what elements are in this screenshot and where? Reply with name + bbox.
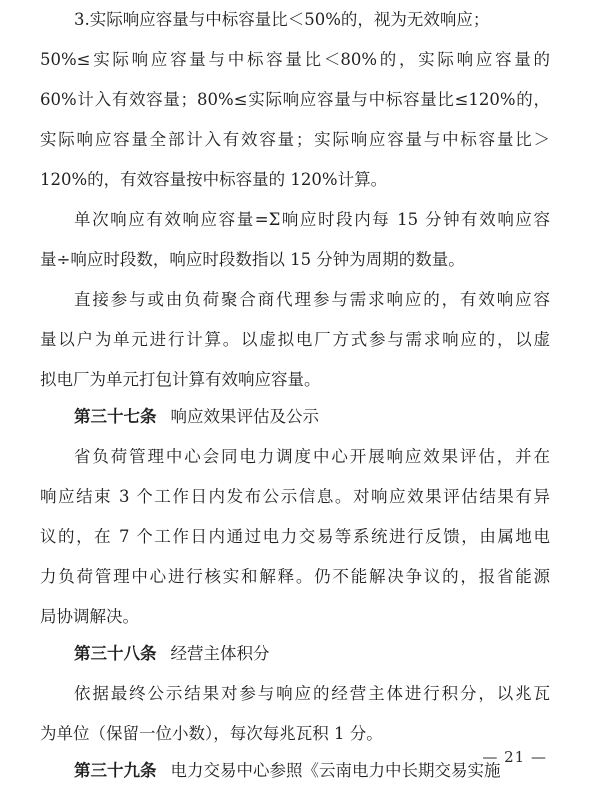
article-heading-37 bbox=[40, 400, 550, 434]
text-line: 直接参与或由负荷聚合商代理参与需求响应的，有效响应容 bbox=[74, 290, 550, 309]
text-line: 省负荷管理中心会同电力调度中心开展响应效果评估，并在 bbox=[74, 447, 550, 466]
article-title: 电力交易中心参照《云南电力中长期交易实施 bbox=[170, 761, 501, 780]
text-line: 议的，在 7 个工作日内通过电力交易等系统进行反馈，由属地电 bbox=[40, 527, 550, 546]
text-line: 实际响应容量全部计入有效容量；实际响应容量与中标容量比＞ bbox=[40, 130, 550, 149]
text-line: 局协调解决。 bbox=[40, 607, 139, 626]
text-line: 量以户为单元进行计算。以虚拟电厂方式参与需求响应的，以虚 bbox=[40, 330, 550, 349]
article-heading-38 bbox=[40, 637, 550, 671]
text-line: 量÷响应时段数，响应时段数指以 15 分钟为周期的数量。 bbox=[40, 250, 465, 269]
text-line: 50%≤实际响应容量与中标容量比＜80%的，实际响应容量的 bbox=[40, 50, 550, 69]
article-number: 第三十九条 bbox=[74, 761, 157, 780]
article-title: 经营主体积分 bbox=[170, 644, 270, 663]
text-line: 单次响应有效响应容量=Σ响应时段内每 15 分钟有效响应容 bbox=[74, 210, 550, 229]
text-line: 力负荷管理中心进行核实和解释。仍不能解决争议的，报省能源 bbox=[40, 567, 550, 586]
text-line: 依据最终公示结果对参与响应的经营主体进行积分，以兆瓦 bbox=[74, 684, 550, 703]
page-number: — 21 — bbox=[482, 748, 547, 766]
article-number: 第三十八条 bbox=[74, 644, 157, 663]
text-line: 120%的，有效容量按中标容量的 120%计算。 bbox=[40, 170, 388, 189]
text-line: 3.实际响应容量与中标容量比＜50%的，视为无效响应； bbox=[74, 10, 490, 29]
text-line: 60%计入有效容量；80%≤实际响应容量与中标容量比≤120%的， bbox=[40, 90, 550, 109]
article-heading-39 bbox=[40, 754, 550, 788]
article-number: 第三十七条 bbox=[74, 407, 157, 426]
article-title: 响应效果评估及公示 bbox=[170, 407, 319, 426]
text-line: 拟电厂为单元打包计算有效响应容量。 bbox=[40, 370, 321, 389]
text-line: 响应结束 3 个工作日内发布公示信息。对响应效果评估结果有异 bbox=[40, 487, 550, 506]
text-line: 为单位（保留一位小数），每次每兆瓦积 1 分。 bbox=[40, 724, 383, 743]
